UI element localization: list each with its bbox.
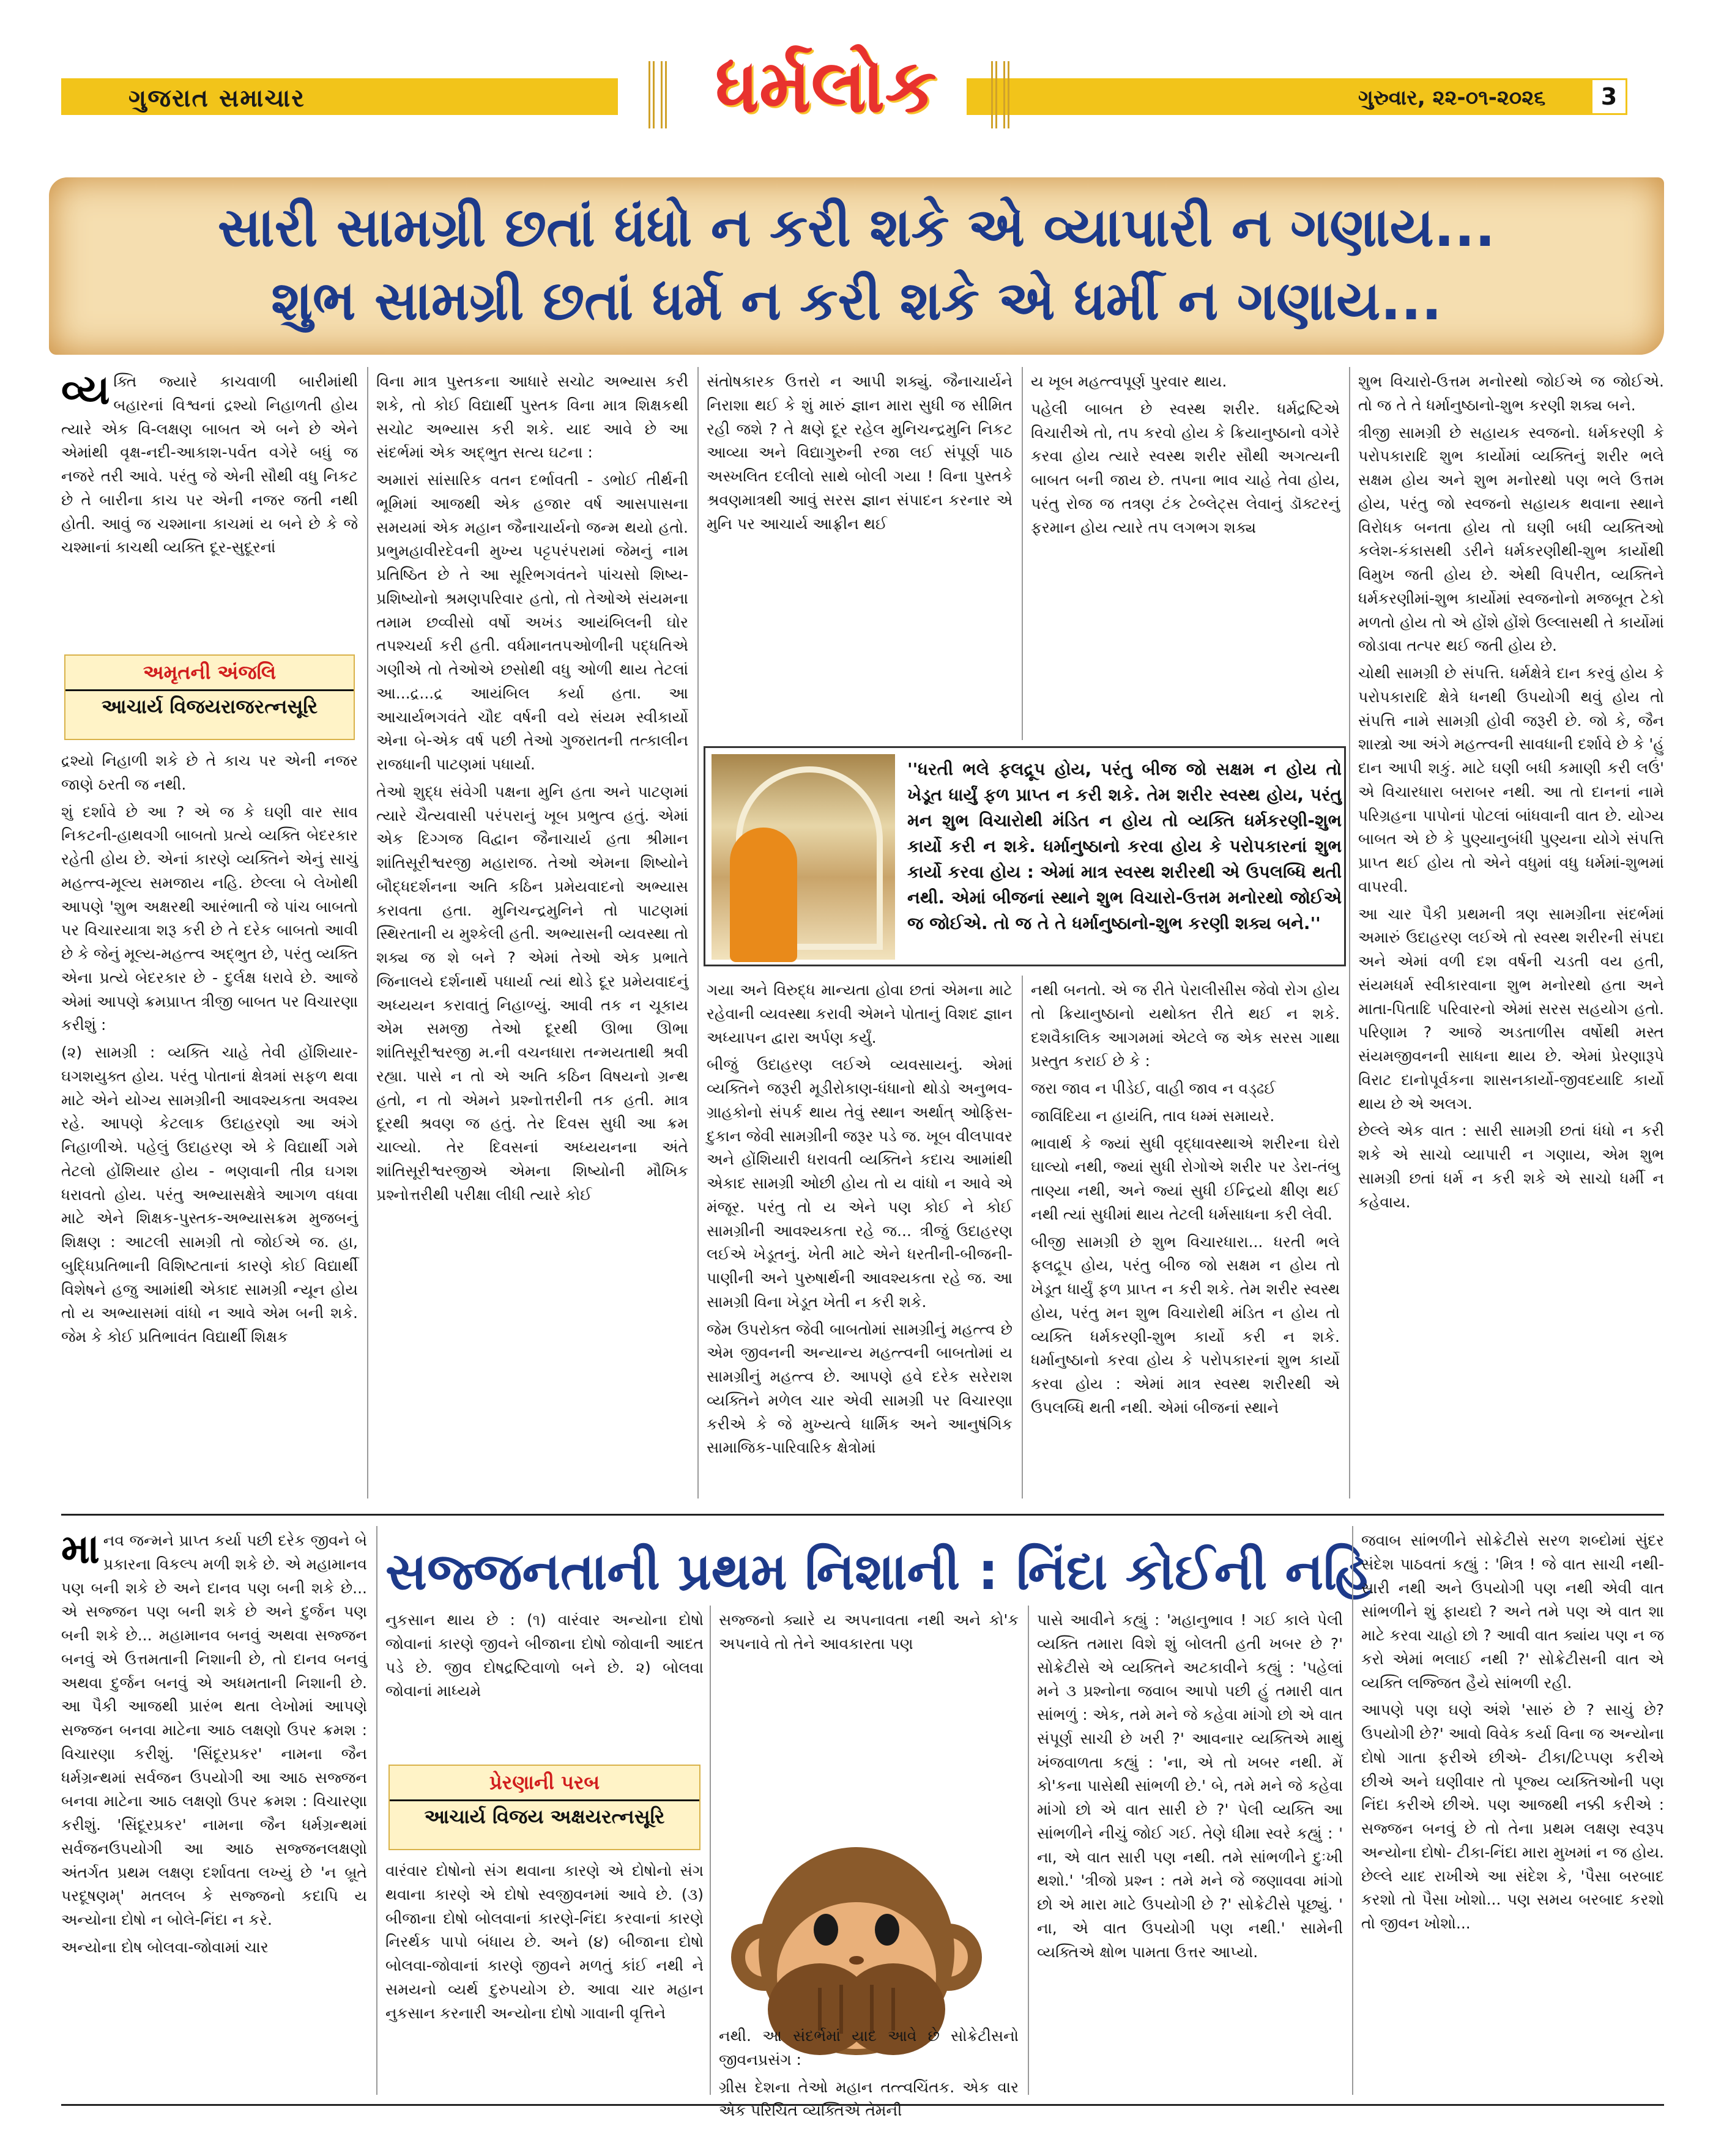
paragraph: વિના માત્ર પુસ્તકના આધારે સચોટ અભ્યાસ કરી શકે, તો કોઈ વિદ્યાર્થી પુસ્તક વિના માત્ર શિક્ષકથી સચોટ અભ્યાસ કરી શકે. યાદ આવે છે આ સંદર્ભમાં એક અદ્ભુત સત્ય ઘટના : [376, 372, 688, 462]
headline-line-2: શુભ સામગ્રી છતાં ધર્મ ન કરી શકે એ ધર્મી ન ગણાય... [271, 269, 1442, 332]
column-rule [1022, 976, 1023, 1498]
paragraph: પાસે આવીને કહ્યું : 'મહાનુભાવ ! ગઈ કાલે પેલી વ્યક્તિ તમારા વિશે શું બોલતી હતી ખબર છે ?' સોક્રેટીસે એ વ્યક્તિને અટકાવીને કહ્યું : 'પહેલાં મને ૩ પ્રશ્નોના જવાબ આપો પછી હું તમારી વાત સાંભળું : એક, તમે મને જે કહેવા માંગો છો એ વાત સંપૂર્ણ સાચી છે ખરી ?' આવનાર વ્યક્તિએ માથું ખંજવાળતા કહ્યું : 'ના, એ તો ખબર નથી. મેં કો'કના પાસેથી સાંભળી છે.' બે, તમે મને જે કહેવા માંગો છો એ વાત સારી છે ?' પેલી વ્યક્તિ આ સાંભળીને નીચું જોઈ ગઈ. તેણે ધીમા સ્વરે કહ્યું : ' ના, એ વાત સારી પણ નથી. તમે સાંભળીને દુઃખી થશો.' 'ત્રીજો પ્રશ્ન : તમે મને જે જણાવવા માંગો છો એ મારા માટે ઉપયોગી છે ?' સોક્રેટીસે પૂછ્યું. ' ના, એ વાત ઉપયોગી પણ નથી.' સામેની વ્યક્તિએ ક્ષોભ પામતા ઉત્તર આપ્યો. [1037, 1611, 1343, 1961]
column-rule [710, 1606, 711, 2095]
verse-line: જરા જાવ ન પીડેઈ, વાહી જાવ ન વડ્ઢઈ [1031, 1080, 1276, 1097]
column-rule [1352, 1526, 1353, 2095]
paragraph: આપણે પણ ઘણે અંશે 'સારું છે ? સાચું છે? ઉપયોગી છે?' આવો વિવેક કર્યા વિના જ અન્યોના દોષો ગાતા ફરીએ છીએ- ટીકા/ટિપ્પણ કરીએ છીએ અને ઘણીવાર તો પૂજ્ય વ્યક્તિઓની પણ નિંદા કરીએ છીએ. પણ આજથી નક્કી કરીએ : સજ્જન બનવું છે તો તેના પ્રથમ લક્ષણ સ્વરૂપ અન્યોના દોષો- ટીકા-નિંદા મારા મુખમાં ન જ હોય. છેલ્લે યાદ રાખીએ આ સંદેશ કે, 'પૈસા બરબાદ કરશો તો પૈસા ખોશો... પણ સમય બરબાદ કરશો તો જીવન ખોશો... [1361, 1701, 1664, 1932]
paragraph: જેમ ઉપરોક્ત જેવી બાબતોમાં સામગ્રીનું મહત્ત્વ છે એમ જીવનની અન્યાન્ય મહત્ત્વની બાબતોમાં ય સામગ્રીનું મહત્ત્વ છે. આપણે હવે દરેક સરેરાશ વ્યક્તિને મળેલ ચાર એવી સામગ્રી પર વિચારણા કરીએ કે જે મુખ્યત્વે ધાર્મિક અને આનુષંગિક સામાજિક-પારિવારિક ક્ષેત્રોમાં [707, 1320, 1013, 1457]
article2-column-3-cont [719, 2024, 1019, 2120]
paragraph: નથી. આ સંદર્ભમાં યાદ આવે છે સોક્રેટીસનો જીવનપ્રસંગ : [719, 2027, 1019, 2069]
paper-name: ગુજરાત સમાચાર [128, 84, 305, 113]
dropcap: વ્ય [61, 366, 110, 413]
section-divider [61, 1514, 1664, 1516]
article2-column-3 [719, 1609, 1019, 1682]
column-title-box [388, 1765, 700, 1850]
headline-line-1: સારી સામગ્રી છતાં ધંધો ન કરી શકે એ વ્યાપારી ન ગણાય... [217, 196, 1496, 259]
page-number: 3 [1591, 78, 1627, 115]
article1-column-1-cont [61, 749, 358, 1495]
paragraph: છેલ્લે એક વાત : સારી સામગ્રી છતાં ધંધો ન કરી શકે એ સાચો વ્યાપારી ન ગણાય, એમ શુભ સામગ્રી છતાં ધર્મ ન કરી શકે એ સાચો ધર્મી ન કહેવાય. [1358, 1122, 1664, 1211]
pillar-ornament [991, 61, 997, 128]
verse-line: જાવિંદિયા ન હાયંતિ, તાવ ધમ્મં સમાયરે. [1031, 1106, 1275, 1125]
paragraph: નવ જન્મને પ્રાપ્ત કર્યા પછી દરેક જીવને બે પ્રકારના વિકલ્પ મળી શકે છે. એ મહામાનવ પણ બની શકે છે અને દાનવ પણ બની શકે છે... એ સજ્જન પણ બની શકે છે અને દુર્જન પણ બની શકે છે... મહામાનવ બનવું અથવા સજ્જન બનવું એ ઉત્તમતાની નિશાની છે, તો દાનવ બનવું અથવા દુર્જન બનવું એ અધમતાની નિશાની છે. આ પૈકી આજથી પ્રારંભ થતા લેખોમાં આપણે સજ્જન બનવા માટેના આઠ લક્ષણો ઉપર ક્રમશ : વિચારણા કરીશું. 'સિંદૂરપ્રકર' નામના જૈન ધર્મગ્રન્થમાં સર્વજન ઉપયોગી આ આઠ સજ્જન બનવા માટેના આઠ લક્ષણો ઉપર ક્રમશ : વિચારણા કરીશું. 'સિંદૂરપ્રકર' નામના જૈન ધર્મગ્રન્થમાં સર્વજનઉપયોગી આ આઠ સજ્જનલક્ષણો અંતર્ગત પ્રથમ લક્ષણ દર્શાવતા લખ્યું છે 'ન બ્રૂતે પરદૂષણમ્' મતલબ કે સજ્જનો કદાપિ ય અન્યોના દોષો ન બોલે-નિંદા ન કરે. [61, 1532, 367, 1928]
paragraph: ક્તિ જ્યારે કાચવાળી બારીમાંથી બહારનાં વિશ્વનાં દ્રશ્યો નિહાળતી હોય ત્યારે એક વિ-લક્ષણ બાબત એ બને છે એને એમાંથી વૃક્ષ-નદી-આકાશ-પર્વત વગેરે બધું જ નજરે તરી આવે. પરંતુ જે એની સૌથી વધુ નિકટ છે તે બારીના કાચ પર એની નજર જતી નથી હોતી. આવું જ ચશ્માના કાચમાં ય બને છે કે જે ચશ્માનાં કાચથી વ્યક્તિ દૂર-સુદૂરનાં [61, 372, 358, 557]
column-rule [697, 367, 699, 1498]
column-rule [367, 367, 368, 1498]
paragraph: બીજું ઉદાહરણ લઈએ વ્યવસાયનું. એમાં વ્યક્તિને જરૂરી મૂડીરોકાણ-ધંધાનો થોડો અનુભવ-ગ્રાહકોનો સંપર્ક થાય તેવું સ્થાન અર્થાત્ ઓફિસ-દુકાન જેવી સામગ્રીની જરૂર પડે જ. ખૂબ વીલપાવર અને હોંશિયારી ધરાવતી વ્યક્તિને કદાચ આમાંથી એકાદ સામગ્રી ઓછી હોય તો ય વાંધો ન આવે એ મંજૂર. પરંતુ તો ય એને પણ કોઈ ને કોઈ સામગ્રીની આવશ્યકતા રહે જ... ત્રીજું ઉદાહરણ લઈએ ખેડૂતનું. ખેતી માટે એને ધરતીની-બીજની-પાણીની અને પુરુષાર્થની આવશ્યકતા રહે જ. આ સામગ્રી વિના ખેડૂત ખેતી ન કરી શકે. [707, 1056, 1013, 1311]
paragraph: ગયા અને વિરુદ્ધ માન્યતા હોવા છતાં એમના માટે રહેવાની વ્યવસ્થા કરાવી એમને પોતાનું વિશદ જ્ઞાન અધ્યાપન દ્વારા અર્પણ કર્યું. [707, 981, 1013, 1047]
monkey-eye [875, 1914, 899, 1946]
article2-title: સજ્જનતાની પ્રથમ નિશાની : નિંદા કોઈની નહિ [385, 1541, 1372, 1601]
column-rule [376, 1526, 377, 2095]
paragraph: (૨) સામગ્રી : વ્યક્તિ ચાહે તેવી હોંશિયાર-ઘગશયુક્ત હોય. પરંતુ પોતાનાં ક્ષેત્રમાં સફળ થવા માટે એને યોગ્ય સામગ્રીની આવશ્યકતા અવશ્ય રહે. આપણે કેટલાક ઉદાહરણો આ અંગે નિહાળીએ. પહેલું ઉદાહરણ એ કે વિદ્યાર્થી ગમે તેટલો હોંશિયાર હોય - ભણવાની તીવ્ર ઘગશ ધરાવતો હોય. પરંતુ અભ્યાસક્ષેત્રે આગળ વધવા માટે એને શિક્ષક-પુસ્તક-અભ્યાસક્રમ મુજબનું શિક્ષણ : આટલી સામગ્રી તો જોઈએ જ. હા, બુદ્ધિપ્રતિભાની વિશિષ્ટતાનાં કારણે કોઈ વિદ્યાર્થી વિશેષને હજુ આમાંથી એકાદ સામગ્રી ન્યૂન હોય તો ય અભ્યાસમાં વાંધો ન આવે એમ બની શકે. જેમ કે કોઈ પ્રતિભાવંત વિદ્યાર્થી શિક્ષક [61, 1043, 358, 1346]
column-rule [1349, 367, 1350, 1498]
footer-rule [61, 2104, 1664, 2106]
dropcap: મા [61, 1525, 100, 1573]
article2-column-2-cont [385, 1859, 704, 2092]
column-title: અમૃતની અંજલિ [143, 661, 277, 684]
paragraph: સંતોષકારક ઉત્તરો ન આપી શક્યું. જૈનાચાર્યને નિરાશા થઈ કે શું મારું જ્ઞાન મારા સુધી જ સીમિત રહી જશે ? તે ક્ષણે દૂર રહેલ મુનિચન્દ્રમુનિ નિકટ આવ્યા અને વિદ્યાગુરુની રજા લઈ સંપૂર્ણ પાઠ અસ્ખલિત દલીલો સાથે બોલી ગયા ! વિના પુસ્તકે શ્રવણમાત્રથી આવું સરસ જ્ઞાન સંપાદન કરનાર એ મુનિ પર આચાર્ય આફ્રીન થઈ [707, 372, 1013, 533]
paragraph: અન્યોના દોષ બોલવા-જોવામાં ચાર [61, 1938, 269, 1956]
paragraph: જવાબ સાંભળીને સોક્રેટીસે સરળ શબ્દોમાં સુંદર સંદેશ પાઠવતાં કહ્યું : 'મિત્ર ! જે વાત સાચી નથી- સારી નથી અને ઉપયોગી પણ નથી એવી વાત સાંભળીને શું ફાયદો ? અને તમે પણ એ વાત શા માટે કરવા ચાહો છો ? આવી વાત ક્યાંય પણ ન જ કરો એમાં ભલાઈ નથી ?' સોક્રેટીસની વાત એ વ્યક્તિ લજ્જિત હૈયે સાંભળી રહી. [1361, 1532, 1664, 1692]
paragraph: તેઓ શુદ્ધ સંવેગી પક્ષના મુનિ હતા અને પાટણમાં ત્યારે ચૈત્યવાસી પરંપરાનું ખૂબ પ્રભુત્વ હતું. એમાં એક દિગ્ગજ વિદ્વાન જૈનાચાર્ય હતા શ્રીમાન શાંતિસૂરીશ્વરજી મહારાજ. તેઓ એમના શિષ્યોને બૌદ્ધદર્શનના અતિ કઠિન પ્રમેયવાદનો અભ્યાસ કરાવતા હતા. મુનિચન્દ્રમુનિને તો પાટણમાં સ્થિરતાની ય મુશ્કેલી હતી. અભ્યાસની વ્યવસ્થા તો શક્ય જ શે બને ? એમાં તેઓ એક પ્રભાતે જિનાલયે દર્શનાર્થે પધાર્યા ત્યાં થોડે દૂર પ્રમેયવાદનું અધ્યયન કરાવાતું નિહાળ્યું. આવી તક ન ચૂકાય એમ સમજી તેઓ દૂરથી ઊભા ઊભા શાંતિસૂરીશ્વરજી મ.ની વચનધારા તન્મયતાથી શ્રવી રહ્યા. પાસે ન તો એ અતિ કઠિન વિષયનો ગ્રન્થ હતો, ન તો એમને પ્રશ્નોત્તરીની તક હતી. માત્ર દૂરથી શ્રવણ જ હતું. તેર દિવસ સુધી આ ક્રમ ચાલ્યો. તેર દિવસનાં અધ્યયનના અંતે શાંતિસૂરીશ્વરજીએ એમના શિષ્યોની મૌખિક પ્રશ્નોત્તરીથી પરીક્ષા લીધી ત્યારે કોઈ [376, 782, 688, 1204]
author-name: આચાર્ય વિજય અક્ષયરત્નસૂરિ [390, 1799, 699, 1832]
paragraph: ચોથી સામગ્રી છે સંપત્તિ. ધર્મક્ષેત્રે દાન કરવું હોય કે પરોપકારાદિ ક્ષેત્રે ધનથી ઉપયોગી થવું હોય તો સંપત્તિ નામે સામગ્રી હોવી જરૂરી છે. જો કે, જૈન શાસ્ત્રો આ અંગે મહત્ત્વની સાવધાની દર્શાવે છે કે 'હું દાન આપી શકું. માટે ઘણી બધી કમાણી કરી લઉં' એ વિચારધારા બરાબર નથી. આ તો દાનનાં નામે પરિગ્રહના પાપોનાં પોટલાં બાંધવાની વાત છે. યોગ્ય બાબત એ છે કે પુણ્યાનુબંધી પુણ્યના યોગે સંપત્તિ પ્રાપ્ત થઈ હોય તો એને વધુમાં વધુ ધર્મમાં-શુભમાં વાપરવી. [1358, 664, 1664, 895]
paragraph: અમારાં સાંસારિક વતન દર્ભાવતી - ડભોઈ તીર્થની ભૂમિમાં આજથી એક હજાર વર્ષ આસપાસના સમયમાં એક મહાન જૈનાચાર્યનો જન્મ થયો હતો. પ્રભુમહાવીરદેવની મુખ્ય પટ્ટપરંપરામાં જેમનું નામ પ્રતિષ્ઠિત છે તે આ સૂરિભગવંતને પાંચસો શિષ્ય-પ્રશિષ્યોનો શ્રમણપરિવાર હતો, તો તેઓએ સંયમના તમામ છવ્વીસો વર્ષો અખંડ આયંબિલની ઘોર તપશ્ચર્યા કરી હતી. વર્ધમાનતપઓળીની પદ્ધતિએ ગણીએ તો તેઓએ છસોથી વધુ ઓળી થાય તેટલાં આ...દ્ર...દ્ર આયંબિલ કર્યા હતા. આ આચાર્યભગવંતે ચૌદ વર્ષની વયે સંયમ સ્વીકાર્યો એના બે-એક વર્ષ પછી તેઓ ગુજરાતની તત્કાલીન રાજધાની પાટણમાં પધાર્યા. [376, 471, 688, 773]
paragraph: વારંવાર દોષોનો સંગ થવાના કારણે એ દોષોનો સંગ થવાના કારણે એ દોષો સ્વજીવનમાં આવે છે. (૩) બીજાના દોષો બોલવાનાં કારણે-નિંદા કરવાનાં કારણે નિરર્થક પાપો બંધાય છે. અને (૪) બીજાના દોષો બોલવા-જોવાનાં કારણે જીવને મળતું કાંઈ નથી ને સમયનો વ્યર્થ દુરુપયોગ છે. આવા ચાર મહાન નુકસાન કરનારી અન્યોના દોષો ગાવાની વૃત્તિને [385, 1862, 704, 2022]
pull-quote-text: ''ધરતી ભલે ફલદ્રૂપ હોય, પરંતુ બીજ જો સક્ષમ ન હોય તો ખેડૂત ધાર્યું ફળ પ્રાપ્ત ન કરી શકે. તેમ શરીર સ્વસ્થ હોય, પરંતુ મન શુભ વિચારોથી મંડિત ન હોય તો વ્યક્તિ ધર્મકરણી-શુભ કાર્યો કરી ન શકે. ધર્માનુષ્ઠાનો કરવા હોય કે પરોપકારનાં શુભ કાર્યો કરવા હોય : એમાં માત્ર સ્વસ્થ શરીરથી એ ઉપલબ્ધિ થતી નથી. એમાં બીજનાં સ્થાને શુભ વિચારો-ઉત્તમ મનોરથો જોઈએ જ જોઈએ. તો જ તે તે ધર્માનુષ્ઠાનો-શુભ કરણી શક્ય બને.'' [907, 759, 1342, 933]
paragraph: બીજી સામગ્રી છે શુભ વિચારધારા... ધરતી ભલે ફલદ્રૂપ હોય, પરંતુ બીજ જો સક્ષમ ન હોય તો ખેડૂત ધાર્યું ફળ પ્રાપ્ત ન કરી શકે. તેમ શરીર સ્વસ્થ હોય, પરંતુ મન શુભ વિચારોથી મંડિત ન હોય તો વ્યક્તિ ધર્મકરણી-શુભ કાર્યો કરી ન શકે. ધર્માનુષ્ઠાનો કરવા હોય કે પરોપકારનાં શુભ કાર્યો કરવા હોય : એમાં માત્ર સ્વસ્થ શરીરથી એ ઉપલબ્ધિ થતી નથી. એમાં બીજનાં સ્થાને [1031, 1232, 1340, 1417]
paragraph: શું દર્શાવે છે આ ? એ જ કે ઘણી વાર સાવ નિકટની-હાથવગી બાબતો પ્રત્યે વ્યક્તિ બેદરકાર રહેતી હોય છે. એનાં કારણે વ્યક્તિને એનું સાચું મહત્ત્વ-મૂલ્ય સમજાય નહિ. છેલ્લા બે લેખોથી આપણે 'શુભ અક્ષરથી આરંભાતી જે પાંચ બાબતો પર વિચારયાત્રા શરૂ કરી છે તે દરેક બાબતો આવી છે કે જેનું મૂલ્ય-મહત્ત્વ અદ્ભુત છે, પરંતુ વ્યક્તિ એના પ્રત્યે બેદરકાર છે - દુર્લક્ષ ધરાવે છે. આજે એમાં આપણે ક્રમપ્રાપ્ત ત્રીજી બાબત પર વિચારણા કરીશું : [61, 802, 358, 1034]
paragraph: નથી બનતો. એ જ રીતે પેરાલીસીસ જેવો રોગ હોય તો ક્રિયાનુષ્ઠાનો યથોક્ત રીતે થઈ ન શકે. દશવૈકાલિક આગમમાં એટલે જ એક સરસ ગાથા પ્રસ્તુત કરાઈ છે કે : [1031, 981, 1340, 1070]
paragraph: ભાવાર્થ કે જ્યાં સુધી વૃદ્ધાવસ્થાએ શરીરના ઘેરો ઘાલ્યો નથી, જ્યાં સુધી રોગોએ શરીર પર ડેરા-તંબુ તાણ્યા નથી, અને જ્યાં સુધી ઈન્દ્રિયો ક્ષીણ થઈ નથી ત્યાં સુધીમાં થાય તેટલી ધર્મસાધના કરી લેવી. [1031, 1134, 1340, 1223]
paragraph: ત્રીજી સામગ્રી છે સહાયક સ્વજનો. ધર્મકરણી કે પરોપકારાદિ શુભ કાર્યોમાં વ્યક્તિનું શરીર ભલે સક્ષમ હોય અને શુભ મનોરથો પણ ભલે ઉત્તમ હોય, પરંતુ જો સ્વજનો સહાયક થવાના સ્થાને વિરોધક બનતા હોય તો ઘણી બધી વ્યક્તિઓ કલેશ-કંકાસથી ડરીને ધર્મકરણીથી-શુભ કાર્યોથી વિમુખ જતી હોય છે. એથી વિપરીત, વ્યક્તિને ધર્મકરણીમાં-શુભ કાર્યોમાં સ્વજનોનો મજબૂત ટેકો મળતો હોય તો એ હોંશે હોંશે ઉલ્લાસથી તે કાર્યોમાં જોડાવા તત્પર થઈ જતી હોય છે. [1358, 423, 1664, 655]
pillar-ornament [1003, 61, 1009, 128]
section-logo: ધર્મલોક [715, 43, 937, 129]
article1-column-4-cont [1031, 979, 1340, 1495]
article1-column-1 [61, 366, 358, 645]
paragraph: ય ખૂબ મહત્ત્વપૂર્ણ પુરવાર થાય. [1031, 372, 1227, 390]
column-title: પ્રેરણાની પરબ [489, 1771, 600, 1794]
paragraph: નુકસાન થાય છે : (૧) વારંવાર અન્યોના દોષો જોવાનાં કારણે જીવને બીજાના દોષો જોવાની આદત પડે છે. જીવ દોષદ્રષ્ટિવાળો બને છે. ૨) બોલવા જોવાનાં માધ્યમે [385, 1611, 704, 1700]
monkey-eye [814, 1914, 838, 1946]
article1-column-5 [1358, 370, 1664, 1495]
pillar-ornament [661, 61, 667, 128]
column-rule [1028, 1606, 1029, 2095]
article1-column-4 [1031, 370, 1340, 737]
pull-quote-box [704, 746, 1346, 966]
paragraph: દ્રશ્યો નિહાળી શકે છે તે કાચ પર એની નજર જાણે ઠરતી જ નથી. [61, 752, 358, 793]
issue-date: ગુરુવાર, ૨૨-૦૧-૨૦૨૬ [1358, 86, 1546, 110]
temple-photo [712, 754, 895, 960]
headline-banner [49, 177, 1664, 355]
author-name: આચાર્ય વિજયરાજરત્નસૂરિ [65, 689, 354, 722]
article2-column-2 [385, 1609, 704, 1755]
paragraph: ગ્રીસ દેશના તેઓ મહાન તત્ત્વચિંતક. એક વાર એક પરિચિત વ્યક્તિએ તેમની [719, 2078, 1019, 2120]
paragraph: આ ચાર પૈકી પ્રથમની ત્રણ સામગ્રીના સંદર્ભમાં અમારું ઉદાહરણ લઈએ તો સ્વસ્થ શરીરની સંપદા અને એમાં વળી દશ વર્ષની ચડતી વય હતી, સંયમધર્મ સ્વીકારવાના શુભ મનોરથો હતા અને માતા-પિતાદિ પરિવારનો એમાં સરસ સહયોગ હતો. પરિણામ ? આજે અડતાળીસ વર્ષોથી મસ્ત સંયમજીવનની સાધના થાય છે. એમાં પ્રેરણારૂપે વિરાટ દાનોપૂર્વકના શાસનકાર્યો-જીવદયાદિ કાર્યો થાય છે એ અલગ. [1358, 905, 1664, 1113]
paragraph: પહેલી બાબત છે સ્વસ્થ શરીર. ધર્મદ્રષ્ટિએ વિચારીએ તો, તપ કરવો હોય કે ક્રિયાનુષ્ઠાનો વગેરે કરવા હોય ત્યારે સ્વસ્થ શરીર સૌથી અગત્યની બાબત બની જાય છે. તપના ભાવ ચાહે તેવા હોય, પરંતુ રોજ જ તત્રણ ટંક ટેબ્લેટ્સ લેવાનું ડૉક્ટરનું ફરમાન હોય ત્યારે તપ લગભગ શક્ય [1031, 399, 1340, 536]
paragraph: સજ્જનો ક્યારે ય અપનાવતા નથી અને કો'ક અપનાવે તો તેને આવકારતા પણ [719, 1611, 1019, 1653]
article1-column-3-cont [707, 979, 1013, 1495]
pillar-ornament [648, 61, 655, 128]
article1-column-2 [376, 370, 688, 1495]
column-rule [1022, 367, 1023, 740]
article2-column-1 [61, 1525, 367, 2092]
paragraph: શુભ વિચારો-ઉત્તમ મનોરથો જોઈએ જ જોઈએ. તો જ તે તે ધર્માનુષ્ઠાનો-શુભ કરણી શક્ય બને. [1358, 372, 1664, 414]
article1-column-3 [707, 370, 1013, 737]
article2-column-4 [1037, 1609, 1343, 2092]
article2-column-5 [1361, 1529, 1664, 2092]
monkey-nose [849, 1956, 864, 1965]
devotee-figure [730, 828, 797, 962]
masthead [0, 0, 1713, 165]
column-title-box [64, 654, 355, 740]
